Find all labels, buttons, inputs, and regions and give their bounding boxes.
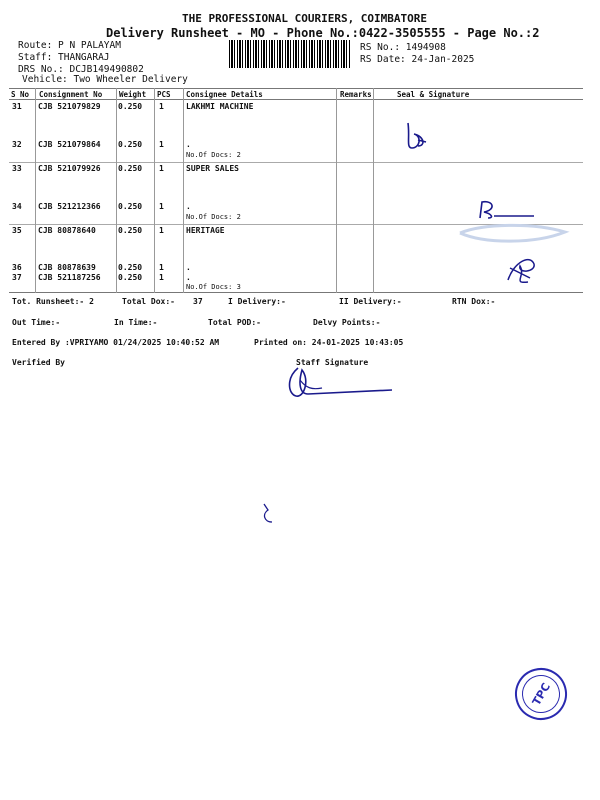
stray-mark-ink [258,502,278,526]
total-dox-label: Total Dox:- [122,297,175,306]
out-time: Out Time:- [12,318,61,327]
row-consignment: CJB 521212366 [38,202,101,211]
row-consignment: CJB 521079829 [38,102,101,111]
printed-on: Printed on: 24-01-2025 10:43:05 [254,338,404,347]
row-consignment: CJB 80878639 [38,263,96,272]
row-sno: 32 [12,140,22,149]
row-consignment: CJB 521079864 [38,140,101,149]
signature-ink [500,250,560,290]
ii-delivery: II Delivery:- [339,297,402,306]
runsheet-subtitle: Delivery Runsheet - MO - Phone No.:0422-3505555 - Page No.:2 [106,26,540,40]
col-consignment: Consignment No [39,90,103,99]
tot-runsheet: Tot. Runsheet:- 2 [12,297,94,306]
row-sno: 37 [12,273,22,282]
staff-signature-ink [282,360,412,410]
staff-signature-label: Staff Signature [296,358,369,367]
company-title: THE PROFESSIONAL COURIERS, COIMBATORE [182,12,428,25]
row-weight: 0.250 [118,263,143,272]
row-sno: 31 [12,102,22,111]
col-seal-signature: Seal & Signature [397,90,470,99]
row-weight: 0.250 [118,140,143,149]
drs-number: DRS No.: DCJB149490802 [18,64,144,75]
barcode [229,40,351,68]
row-consignee: LAKHMI MACHINE [186,102,254,111]
row-pcs: 1 [159,263,164,272]
route-label: Route: P N PALAYAM [18,40,121,51]
docs-count: No.Of Docs: 2 [186,151,241,159]
docs-count: No.Of Docs: 2 [186,213,241,221]
verified-by: Verified By [12,358,65,367]
col-sno: S No [11,90,30,99]
row-weight: 0.250 [118,102,143,111]
vehicle-label: Vehicle: Two Wheeler Delivery [22,74,188,85]
row-weight: 0.250 [118,226,143,235]
in-time: In Time:- [114,318,158,327]
rs-date: RS Date: 24-Jan-2025 [360,54,475,65]
row-consignee: . [186,140,191,149]
col-weight: Weight [119,90,147,99]
runsheet-table [9,88,583,293]
row-consignee: . [186,202,191,211]
row-consignment: CJB 80878640 [38,226,96,235]
row-pcs: 1 [159,202,164,211]
row-pcs: 1 [159,273,164,282]
row-weight: 0.250 [118,273,143,282]
staff-label: Staff: THANGARAJ [18,52,110,63]
row-weight: 0.250 [118,202,143,211]
row-consignment: CJB 521079926 [38,164,101,173]
col-pcs: PCS [157,90,171,99]
row-sno: 34 [12,202,22,211]
col-remarks: Remarks [340,90,372,99]
docs-count: No.Of Docs: 3 [186,283,241,291]
stamp-text: TPC [529,680,553,708]
row-weight: 0.250 [118,164,143,173]
row-consignee: . [186,273,191,282]
i-delivery: I Delivery:- [228,297,286,306]
row-sno: 35 [12,226,22,235]
delvy-points: Delvy Points:- [313,318,381,327]
total-dox-value: 37 [193,297,203,306]
rs-number: RS No.: 1494908 [360,42,446,53]
row-pcs: 1 [159,164,164,173]
row-pcs: 1 [159,140,164,149]
signature-ink [398,118,458,158]
row-sno: 33 [12,164,22,173]
col-consignee: Consignee Details [186,90,263,99]
row-pcs: 1 [159,226,164,235]
row-consignment: CJB 521187256 [38,273,101,282]
stamp-smudge [455,218,575,248]
row-consignee: HERITAGE [186,226,225,235]
row-pcs: 1 [159,102,164,111]
total-pod: Total POD:- [208,318,261,327]
row-consignee: . [186,263,191,272]
row-consignee: SUPER SALES [186,164,239,173]
tpc-stamp [505,658,576,729]
row-sno: 36 [12,263,22,272]
rtn-dox: RTN Dox:- [452,297,496,306]
entered-by: Entered By :VPRIYAMO 01/24/2025 10:40:52 AM [12,338,220,347]
